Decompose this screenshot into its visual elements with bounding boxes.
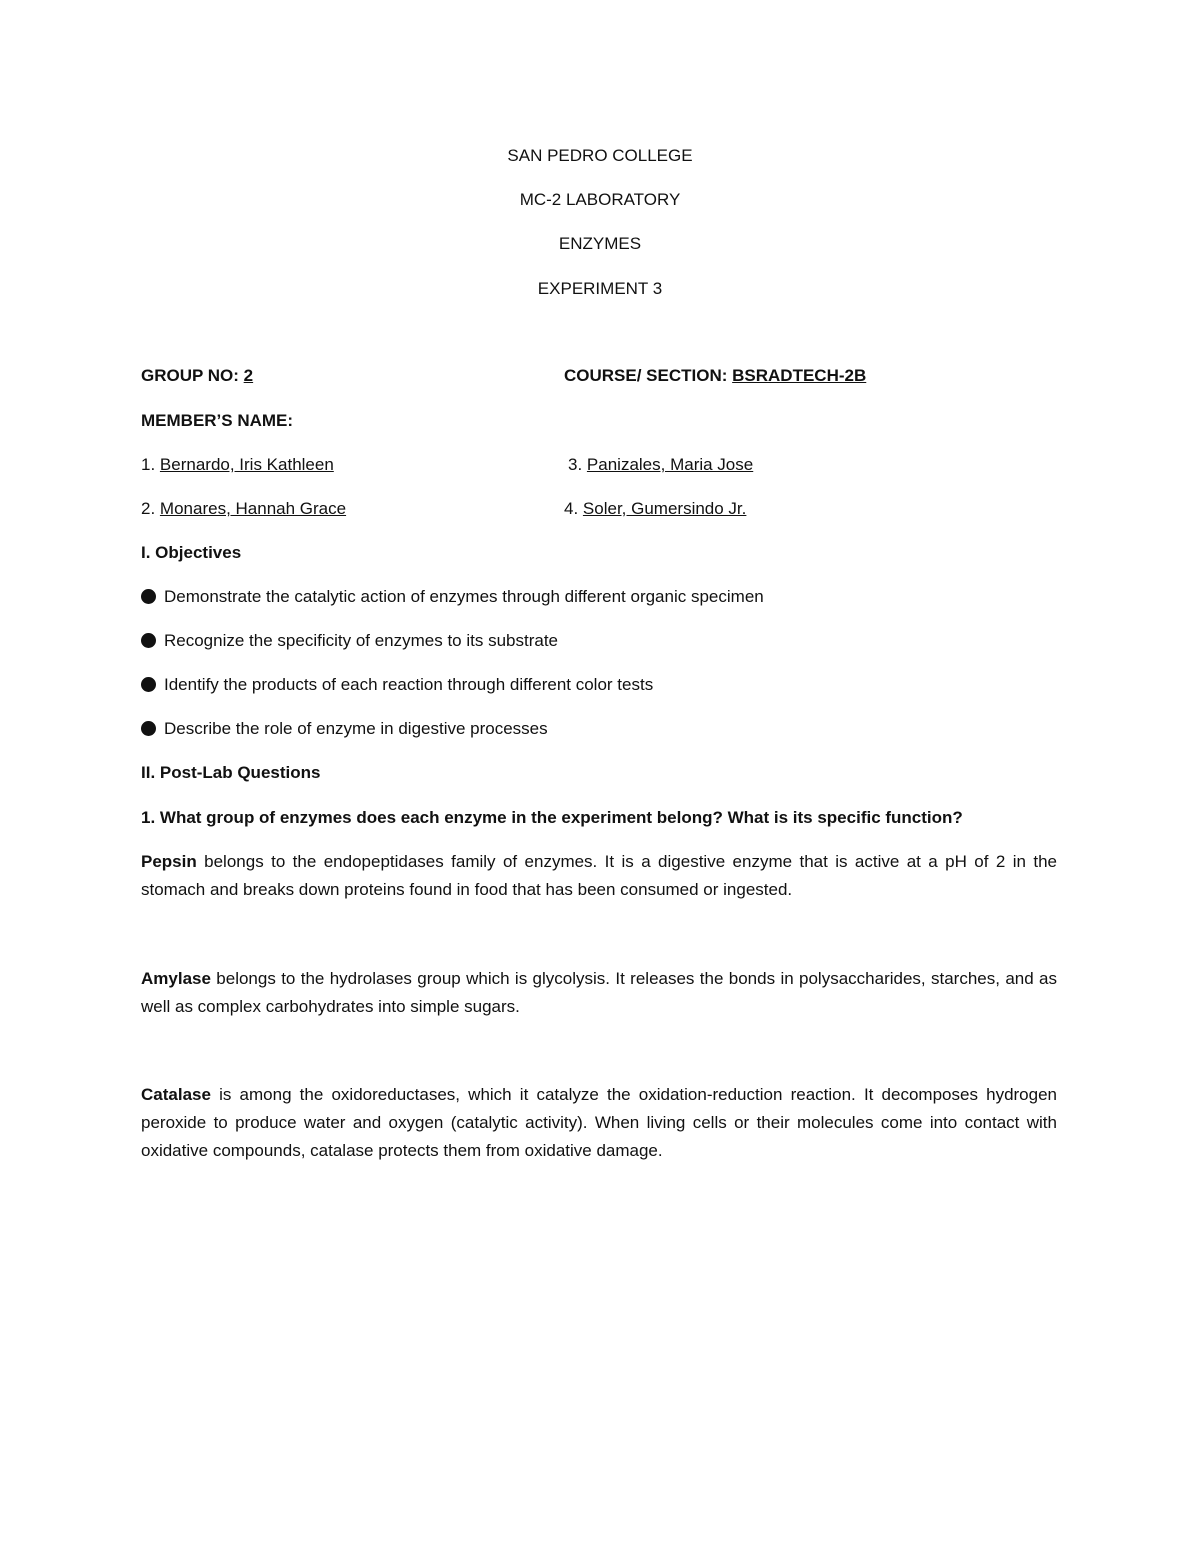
- answer-term: Pepsin: [141, 852, 197, 871]
- answer-pepsin: [141, 848, 1057, 904]
- objective-text: Describe the role of enzyme in digestive processes: [164, 719, 548, 738]
- member-name: Bernardo, Iris Kathleen: [159, 455, 334, 474]
- answer-term: Amylase: [141, 969, 211, 988]
- member-number: 1.: [141, 455, 156, 474]
- answer-term: Catalase: [141, 1085, 211, 1104]
- member-item: [568, 454, 753, 476]
- objective-text: Identify the products of each reaction through different color tests: [164, 675, 654, 694]
- member-name: Panizales, Maria Jose: [586, 455, 754, 474]
- objective-text: Recognize the specificity of enzymes to its substrate: [164, 631, 559, 650]
- member-number: 2.: [141, 499, 156, 518]
- course-value: BSRADTECH-2B: [732, 366, 867, 385]
- members-label: MEMBER’S NAME:: [141, 411, 294, 430]
- objective-item: [141, 630, 558, 652]
- group-value: 2: [243, 366, 254, 385]
- lab-title: MC-2 LABORATORY: [519, 190, 681, 209]
- objective-item: [141, 718, 548, 740]
- objective-item: [141, 586, 764, 608]
- course-label: COURSE/ SECTION:: [564, 366, 728, 385]
- postlab-heading: II. Post-Lab Questions: [141, 763, 321, 782]
- college-title: SAN PEDRO COLLEGE: [507, 146, 693, 165]
- answer-text: belongs to the hydrolases group which is glycolysis. It releases the bonds in polysaccharides, starches, and as well as complex carbohydrates into simple sugars.: [141, 969, 1057, 1016]
- member-number: 4.: [564, 499, 579, 518]
- bullet-icon: [141, 677, 156, 692]
- member-item: [564, 498, 746, 520]
- bullet-icon: [141, 721, 156, 736]
- experiment-title: EXPERIMENT 3: [537, 279, 663, 298]
- member-item: [141, 498, 346, 520]
- postlab-question: 1. What group of enzymes does each enzyme in the experiment belong? What is its specific function?: [141, 808, 963, 827]
- member-name: Monares, Hannah Grace: [159, 499, 347, 518]
- group-label: GROUP NO:: [141, 366, 239, 385]
- bullet-icon: [141, 633, 156, 648]
- answer-text: is among the oxidoreductases, which it catalyze the oxidation-reduction reaction. It decomposes hydrogen peroxide to produce water and oxygen (catalytic activity). When living cells or their molecules come into contact with oxidative compounds, catalase protects them from oxidative damage.: [141, 1085, 1057, 1160]
- objective-item: [141, 674, 653, 696]
- member-item: [141, 454, 334, 476]
- member-name: Soler, Gumersindo Jr.: [582, 499, 747, 518]
- course-row: [564, 365, 866, 387]
- answer-text: belongs to the endopeptidases family of enzymes. It is a digestive enzyme that is active at a pH of 2 in the stomach and breaks down proteins found in food that has been consumed or ingested.: [141, 852, 1057, 899]
- group-row: [141, 365, 258, 387]
- answer-amylase: [141, 965, 1057, 1021]
- bullet-icon: [141, 589, 156, 604]
- answer-catalase: [141, 1081, 1057, 1165]
- topic-title: ENZYMES: [558, 234, 642, 253]
- objectives-heading: I. Objectives: [141, 543, 242, 562]
- objective-text: Demonstrate the catalytic action of enzymes through different organic specimen: [164, 587, 764, 606]
- member-number: 3.: [568, 455, 583, 474]
